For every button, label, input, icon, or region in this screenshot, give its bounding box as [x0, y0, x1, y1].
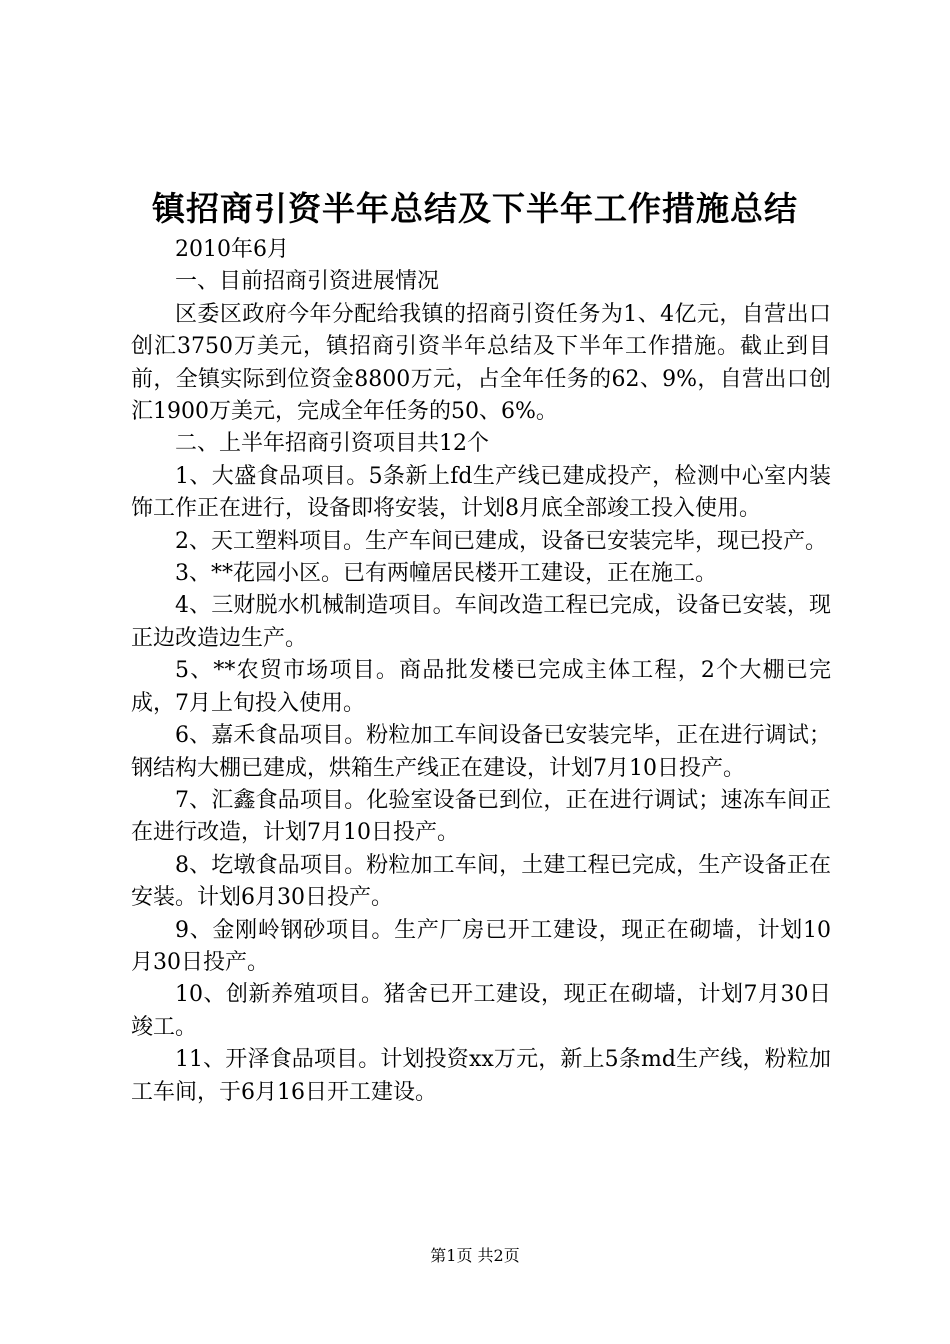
page-footer: 第1页 共2页	[430, 1246, 520, 1265]
project-item: 7、汇鑫食品项目。化验室设备已到位，正在进行调试；速冻车间正在进行改造，计划7月10日投产。	[131, 787, 831, 846]
project-item: 3、**花园小区。已有两幢居民楼开工建设，正在施工。	[175, 561, 717, 587]
project-item: 11、开泽食品项目。计划投资xx万元，新上5条md生产线，粉粒加工车间，于6月16日开工建设。	[131, 1047, 831, 1105]
date-line: 2010年6月	[175, 237, 289, 262]
body-paragraph: 区委区政府今年分配给我镇的招商引资任务为1、4亿元，自营出口创汇3750万美元，镇招商引资半年总结及下半年工作措施。截止到目前，全镇实际到位资金8800万元，占全年任务的62、9%，自营出口创汇1900万美元，完成全年任务的50、6%。	[131, 301, 831, 425]
section-heading: 二、上半年招商引资项目共12个	[175, 431, 489, 457]
project-item: 2、天工塑料项目。生产车间已建成，设备已安装完毕，现已投产。	[175, 528, 827, 554]
project-item: 9、金刚岭钢砂项目。生产厂房已开工建设，现正在砌墙，计划10月30日投产。	[131, 917, 831, 975]
project-item: 8、圪墩食品项目。粉粒加工车间，土建工程已完成，生产设备正在安装。计划6月30日投产。	[131, 852, 831, 911]
project-item: 4、三财脱水机械制造项目。车间改造工程已完成，设备已安装，现正边改造边生产。	[131, 593, 831, 651]
project-item: 5、**农贸市场项目。商品批发楼已完成主体工程，2个大棚已完成，7月上旬投入使用。	[131, 658, 831, 716]
project-item: 10、创新养殖项目。猪舍已开工建设，现正在砌墙，计划7月30日竣工。	[131, 982, 831, 1040]
section-heading: 一、目前招商引资进展情况	[175, 269, 440, 295]
document-body	[131, 234, 831, 1109]
project-item: 6、嘉禾食品项目。粉粒加工车间设备已安装完毕，正在进行调试；钢结构大棚已建成，烘箱生产线正在建设，计划7月10日投产。	[131, 723, 831, 781]
project-item: 1、大盛食品项目。5条新上fd生产线已建成投产，检测中心室内装饰工作正在进行，设备即将安装，计划8月底全部竣工投入使用。	[131, 463, 831, 522]
document-title: 镇招商引资半年总结及下半年工作措施总结	[152, 189, 798, 228]
